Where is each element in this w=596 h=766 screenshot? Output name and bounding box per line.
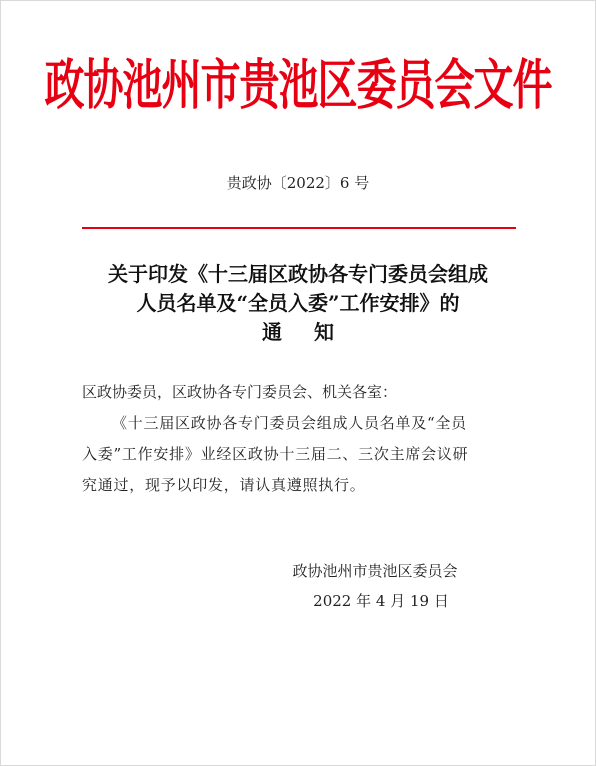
title-line-2: 人员名单及“全员入委”工作安排》的: [136, 291, 460, 315]
body-line-2: 入委”工作安排》业经区政协十三届二、三次主席会议研: [82, 445, 469, 463]
signature-block: [260, 560, 490, 612]
signature-organization: 政协池州市贵池区委员会: [292, 562, 458, 580]
document-number: 贵政协〔2022〕6 号: [226, 174, 370, 192]
document-title: [60, 260, 536, 347]
title-line-3: 通知: [262, 320, 366, 344]
signature-date: 2022 年 4 月 19 日: [313, 592, 449, 610]
red-divider-line: [82, 227, 516, 229]
title-line-1: 关于印发《十三届区政协各专门委员会组成: [108, 262, 488, 286]
salutation: 区政协委员，区政协各专门委员会、机关各室：: [82, 383, 398, 401]
masthead-title: 政协池州市贵池区委员会文件: [44, 54, 552, 117]
body-paragraph: [82, 408, 502, 501]
body-line-3: 究通过，现予以印发，请认真遵照执行。: [82, 476, 366, 494]
body-line-1: 《十三届区政协各专门委员会组成人员名单及“全员: [112, 414, 467, 432]
